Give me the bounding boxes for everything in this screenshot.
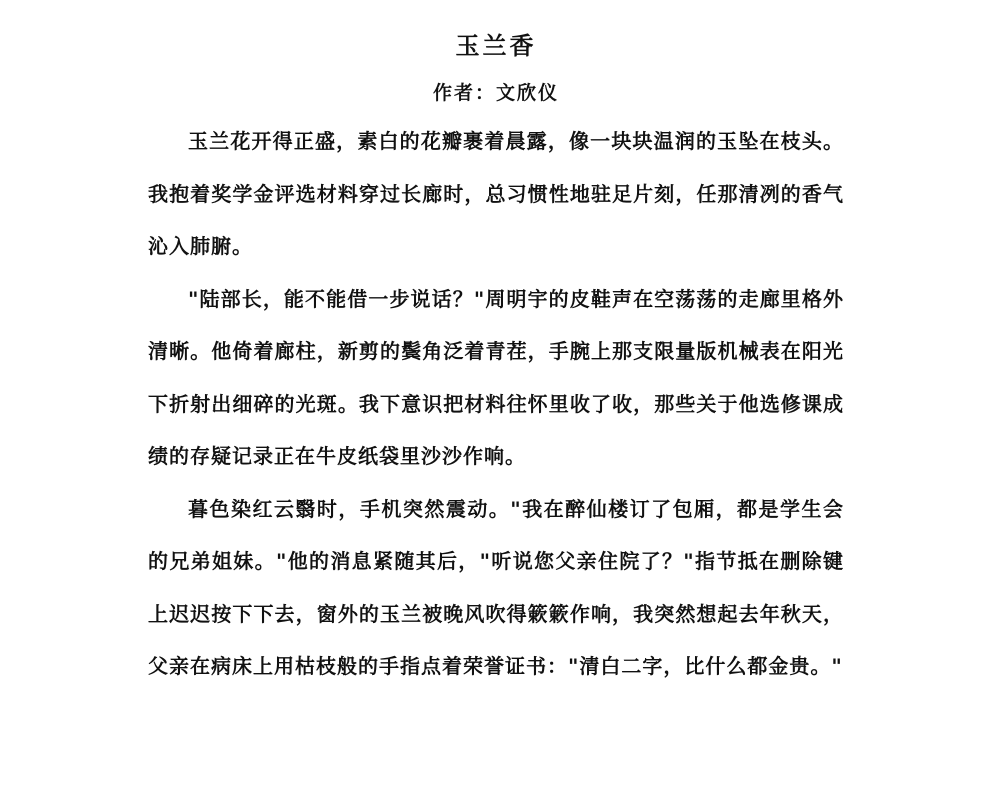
document-title: 玉兰香 bbox=[455, 31, 537, 60]
document-body bbox=[148, 108, 844, 693]
paragraph-1: 玉兰花开得正盛，素白的花瓣裹着晨露，像一块块温润的玉坠在枝头。我抱着奖学金评选材料穿过长廊时，总习惯性地驻足片刻，任那清冽的香气沁入肺腑。 bbox=[148, 129, 844, 258]
author-line bbox=[148, 64, 844, 108]
document-page bbox=[148, 0, 844, 693]
paragraph-3: 暮色染红云翳时，手机突然震动。"我在醉仙楼订了包厢，都是学生会的兄弟姐妹。"他的消息紧随其后，"听说您父亲住院了？"指节抵在删除键上迟迟按下下去，窗外的玉兰被晚风吹得簌簌作响，我突然想起去年秋天，父亲在病床上用枯枝般的手指点着荣誉证书："清白二字，比什么都金贵。" bbox=[148, 496, 844, 678]
author-label: 作者： bbox=[432, 82, 496, 104]
paragraph-2: "陆部长，能不能借一步说话？"周明宇的皮鞋声在空荡荡的走廊里格外清晰。他倚着廊柱，新剪的鬓角泛着青茬，手腕上那支限量版机械表在阳光下折射出细碎的光斑。我下意识把材料往怀里收了收，那些关于他选修课成绩的存疑记录正在牛皮纸袋里沙沙作响。 bbox=[148, 286, 844, 468]
author-name: 文欣仪 bbox=[496, 82, 560, 104]
